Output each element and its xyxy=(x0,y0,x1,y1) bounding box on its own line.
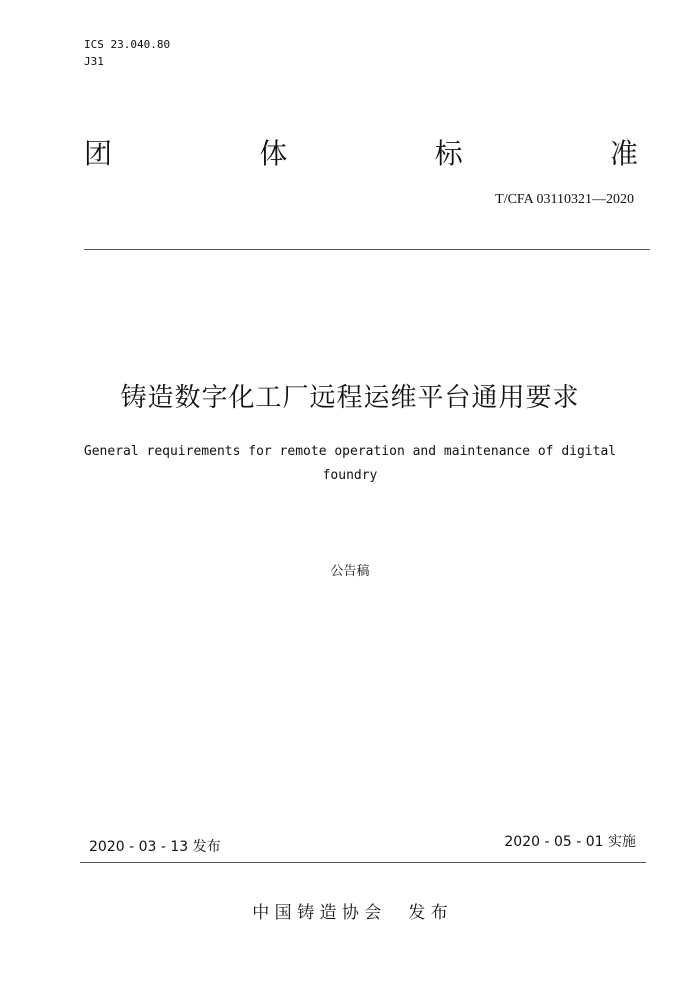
ics-code: ICS 23.040.80 xyxy=(84,38,171,51)
standard-number: T/CFA 03110321—2020 xyxy=(495,192,634,207)
standard-type-char: 标 xyxy=(434,137,463,170)
ccs-code: J31 xyxy=(84,55,104,68)
implementation-date: 2020 - 05 - 01 实施 xyxy=(504,834,636,850)
standard-type-char: 团 xyxy=(84,137,113,170)
standard-type-heading xyxy=(84,134,638,174)
chinese-title: 铸造数字化工厂远程运维平台通用要求 xyxy=(120,383,580,413)
standard-type-char: 准 xyxy=(609,137,638,170)
top-divider xyxy=(84,249,650,250)
document-status: 公告稿 xyxy=(330,564,370,579)
standard-type-char: 体 xyxy=(259,137,288,170)
bottom-divider xyxy=(80,862,646,863)
publication-date: 2020 - 03 - 13 发布 xyxy=(89,839,221,855)
english-title: General requirements for remote operation and maintenance of digital foundry xyxy=(83,444,617,483)
issuing-organization: 中 国 铸 造 协 会 发 布 xyxy=(252,903,448,923)
